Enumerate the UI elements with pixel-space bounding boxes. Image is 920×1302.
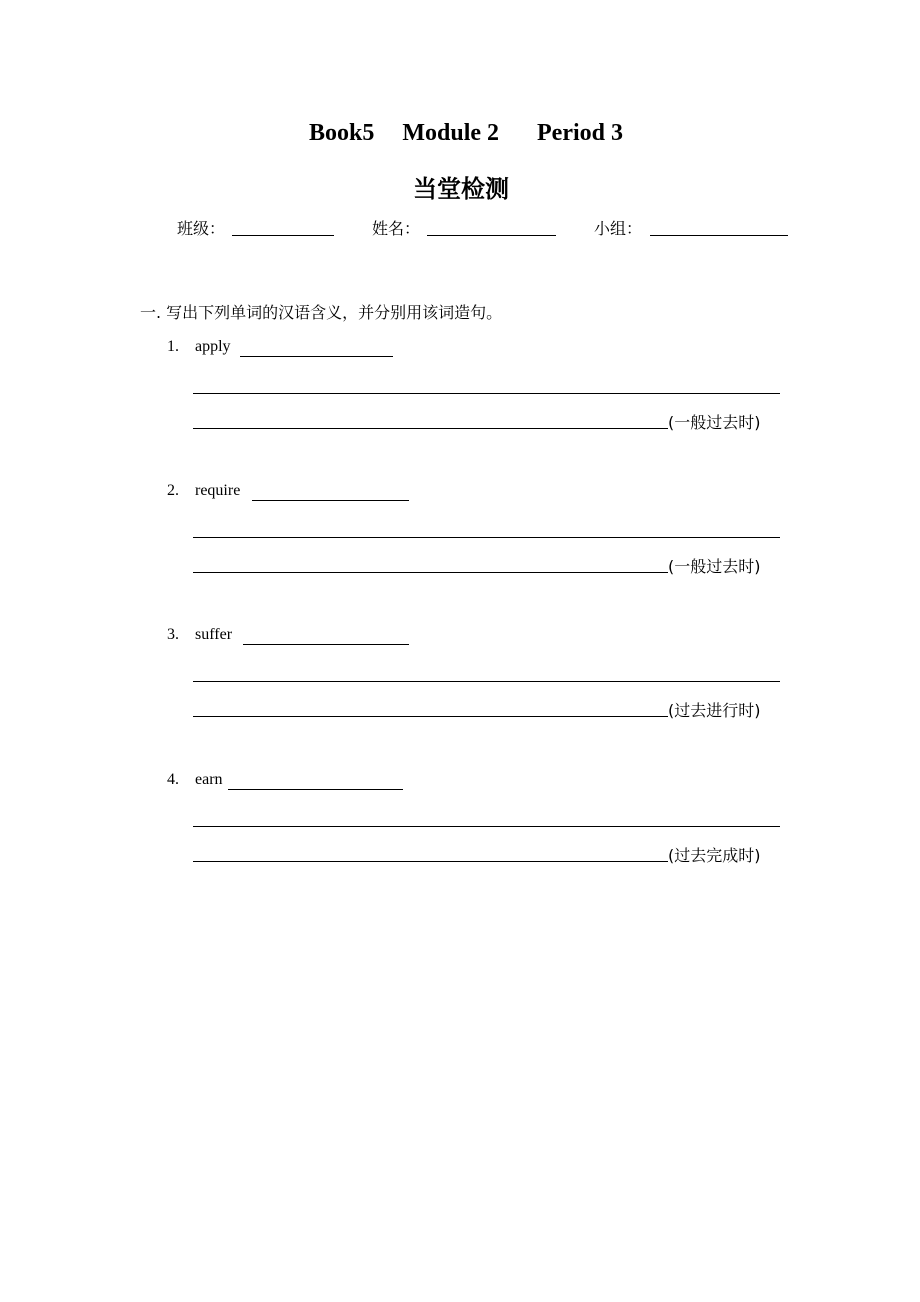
item-word: suffer: [195, 626, 233, 643]
item-number: 4.: [167, 771, 179, 788]
sentence-line-2[interactable]: [193, 572, 668, 573]
tense-hint: (一般过去时): [668, 413, 761, 432]
item-number: 2.: [167, 482, 179, 499]
tense-hint: (一般过去时): [668, 557, 761, 576]
meaning-blank[interactable]: [252, 500, 409, 501]
sentence-line-1[interactable]: [193, 537, 780, 538]
sentence-line-2[interactable]: [193, 861, 668, 862]
group-label: 小组：: [594, 219, 643, 238]
sentence-line-2[interactable]: [193, 716, 668, 717]
meaning-blank[interactable]: [240, 356, 393, 357]
section-instruction: 一. 写出下列单词的汉语含义，并分别用该词造句。: [140, 303, 503, 322]
class-blank[interactable]: [232, 235, 334, 236]
item-number: 1.: [167, 338, 179, 355]
meaning-blank[interactable]: [243, 644, 409, 645]
item-word: require: [195, 482, 241, 499]
class-label: 班级：: [177, 219, 226, 238]
title-period: Period 3: [537, 120, 623, 146]
sentence-line-2[interactable]: [193, 428, 668, 429]
name-label: 姓名：: [372, 219, 421, 238]
sentence-line-1[interactable]: [193, 826, 780, 827]
item-word: apply: [195, 338, 231, 355]
tense-hint: (过去进行时): [668, 701, 761, 720]
item-number: 3.: [167, 626, 179, 643]
page-title: [0, 120, 920, 147]
group-blank[interactable]: [650, 235, 788, 236]
sentence-line-1[interactable]: [193, 681, 780, 682]
meaning-blank[interactable]: [228, 789, 403, 790]
page-subtitle: 当堂检测: [413, 175, 509, 203]
item-word: earn: [195, 771, 223, 788]
name-blank[interactable]: [427, 235, 556, 236]
tense-hint: (过去完成时): [668, 846, 761, 865]
title-book: Book5: [308, 120, 375, 146]
title-module: Module 2: [402, 120, 500, 146]
sentence-line-1[interactable]: [193, 393, 780, 394]
